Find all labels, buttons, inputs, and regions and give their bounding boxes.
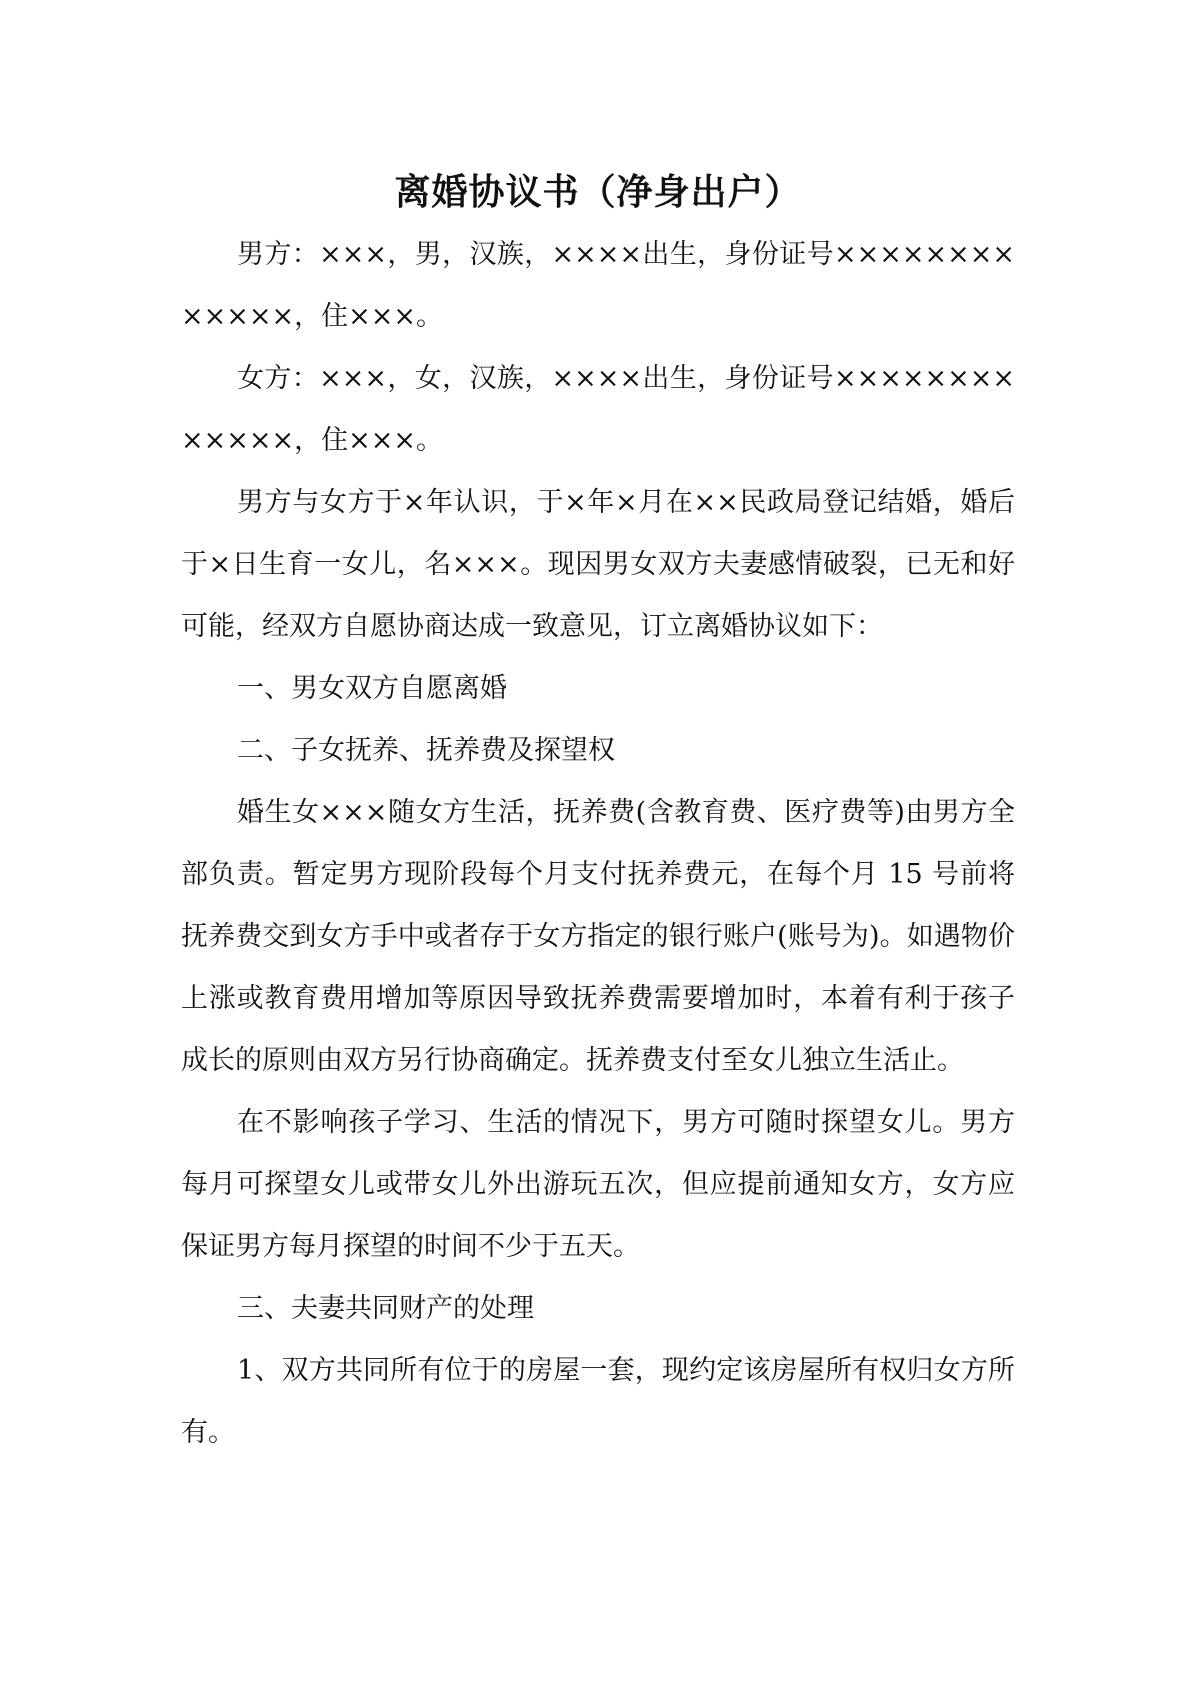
child-support-paragraph: 婚生女×××随女方生活，抚养费(含教育费、医疗费等)由男方全部负责。暂定男方现阶段每个月支付抚养费元，在每个月 15 号前将抚养费交到女方手中或者存于女方指定的银行账户(账号为)。如遇物价上涨或教育费用增加等原因导致抚养费需要增加时，本着有利于孩子成长的原则由双方另行协商确定。抚养费支付至女儿独立生活止。 bbox=[181, 797, 1015, 1076]
document-title: 离婚协议书（净身出户） bbox=[394, 171, 802, 213]
property-clause-1: 1、双方共同所有位于的房屋一套，现约定该房屋所有权归女方所有。 bbox=[181, 1355, 1015, 1448]
visitation-paragraph: 在不影响孩子学习、生活的情况下，男方可随时探望女儿。男方每月可探望女儿或带女儿外出游玩五次，但应提前通知女方，女方应保证男方每月探望的时间不少于五天。 bbox=[181, 1107, 1015, 1262]
document-body bbox=[181, 160, 1015, 1464]
section-heading-1: 一、男女双方自愿离婚 bbox=[237, 673, 507, 704]
background-paragraph: 男方与女方于×年认识，于×年×月在××民政局登记结婚，婚后于×日生育一女儿，名×××。现因男女双方夫妻感情破裂，已无和好可能，经双方自愿协商达成一致意见，订立离婚协议如下： bbox=[181, 487, 1015, 642]
section-heading-2: 二、子女抚养、抚养费及探望权 bbox=[237, 735, 615, 766]
wife-info-paragraph: 女方：×××，女，汉族，××××出生，身份证号×××××××××××××，住×××。 bbox=[181, 363, 1015, 456]
section-heading-3: 三、夫妻共同财产的处理 bbox=[237, 1293, 534, 1324]
husband-info-paragraph: 男方：×××，男，汉族，××××出生，身份证号×××××××××××××，住×××。 bbox=[181, 239, 1015, 332]
